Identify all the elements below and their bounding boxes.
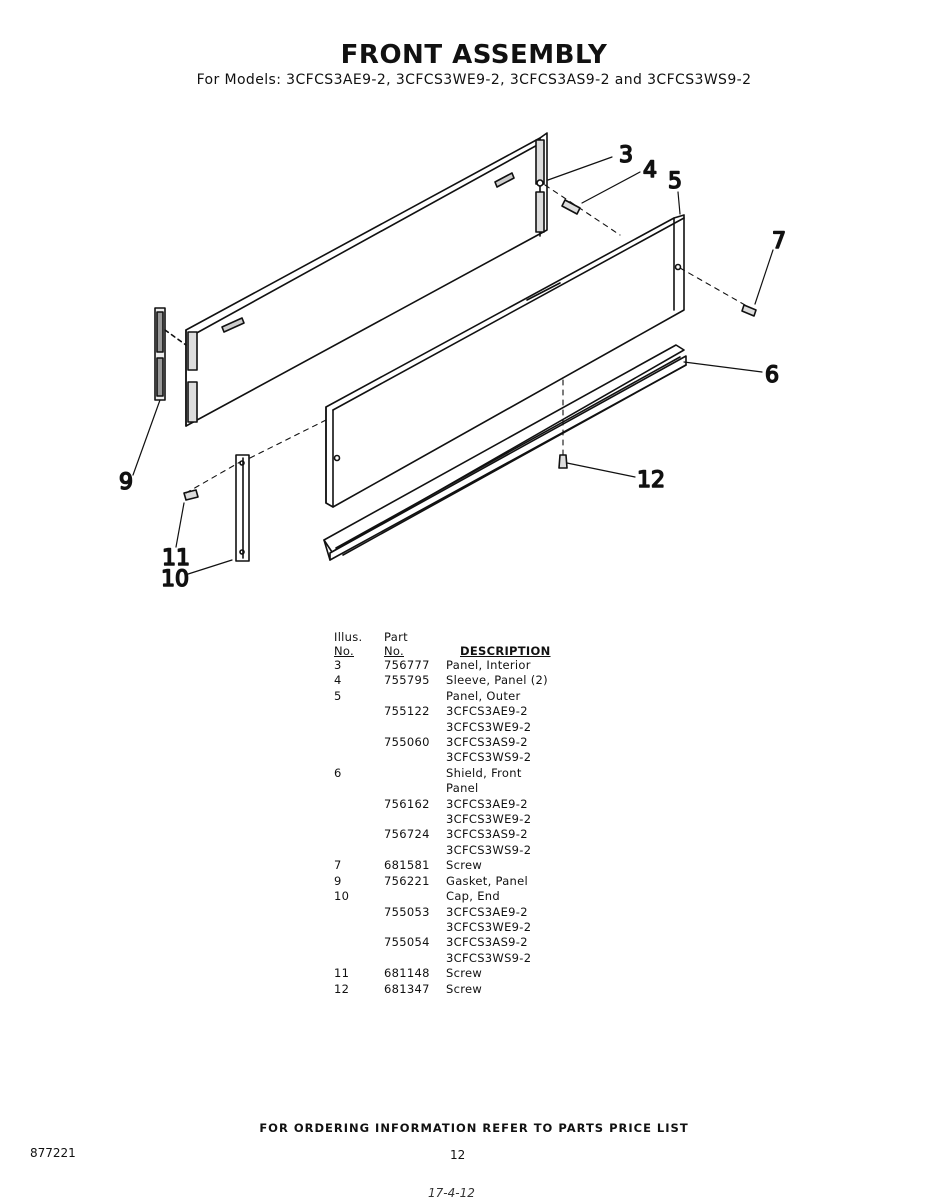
ordering-note: FOR ORDERING INFORMATION REFER TO PARTS PRICE LIST [259,1121,689,1135]
illus-number-cell [328,951,384,966]
illus-number-cell [328,720,384,735]
table-row [328,843,610,858]
table-row [328,781,610,796]
part-header-line1: Part [384,630,408,644]
part-number-cell [384,843,446,858]
part-number-cell: 756724 [384,827,430,842]
illus-number-cell: 6 [334,765,342,780]
illus-number-cell [328,704,384,719]
part-number-cell [384,750,446,765]
callout-3: 3 [619,143,633,168]
callout-7: 7 [772,229,786,254]
part-number-cell: 756221 [384,873,430,888]
screw-7 [742,305,756,316]
description-cell: 3CFCS3WE9-2 [446,812,532,827]
screw-12 [559,455,567,468]
part-number-cell [384,920,446,935]
illus-number-cell: 7 [334,858,342,873]
part-number-cell: 681148 [384,966,430,981]
illus-number-cell [328,827,384,842]
illus-number-cell: 12 [334,981,350,996]
illus-number-cell [328,905,384,920]
table-row [328,889,610,904]
description-cell: 3CFCS3AE9-2 [446,796,528,811]
parts-table [328,630,610,997]
table-row [328,766,610,781]
description-cell: 3CFCS3AS9-2 [446,827,528,842]
description-cell: 3CFCS3AE9-2 [446,904,528,919]
table-row [328,982,610,997]
part-number-cell [384,781,446,796]
illus-number-cell: 10 [334,889,350,904]
description-cell: 3CFCS3WE9-2 [446,919,532,934]
part-number-cell: 756162 [384,796,430,811]
table-row [328,735,610,750]
callout-11: 11 [162,546,190,571]
screw-11 [184,490,198,500]
illus-number-cell [328,843,384,858]
illus-number-cell: 4 [334,673,342,688]
illus-number-cell: 3 [334,658,342,672]
description-cell: Screw [446,966,483,981]
callout-10: 10 [161,567,189,592]
description-cell: Screw [446,858,483,873]
table-row [328,827,610,842]
table-row [328,966,610,981]
description-cell: Cap, End [446,889,500,904]
description-cell: Panel, Interior [446,658,531,672]
description-cell: 3CFCS3AS9-2 [446,935,528,950]
document-number: 877221 [30,1146,76,1160]
description-header: DESCRIPTION [460,644,551,658]
description-cell: 3CFCS3AS9-2 [446,735,528,750]
illus-number-cell [328,935,384,950]
part-number-cell: 681347 [384,981,430,996]
table-row [328,797,610,812]
part-number-cell: 755054 [384,935,430,950]
illus-number-cell: 9 [334,873,342,888]
description-cell: 3CFCS3WS9-2 [446,842,532,857]
description-cell: 3CFCS3WE9-2 [446,719,532,734]
table-row [328,812,610,827]
description-cell: Screw [446,981,483,996]
table-row [328,935,610,950]
part-number-cell: 756777 [384,658,430,672]
part-number-cell: 755122 [384,704,430,719]
part-number-cell [384,812,446,827]
page-number: 12 [450,1148,466,1162]
description-cell: 3CFCS3AE9-2 [446,704,528,719]
callout-9: 9 [119,470,133,495]
description-cell: Panel, Outer [446,688,521,703]
illus-header-line1: Illus. [334,630,363,644]
callout-4: 4 [643,158,657,183]
table-row [328,689,610,704]
part-number-cell: 755053 [384,904,430,919]
table-row [328,905,610,920]
illus-number-cell: 11 [334,966,350,981]
part-number-cell: 755795 [384,673,430,688]
description-cell: Shield, Front [446,765,522,780]
description-cell: Panel [446,781,479,796]
table-row [328,951,610,966]
part-number-cell: 755060 [384,735,430,750]
end-cap [236,455,249,561]
illus-number-cell: 5 [334,688,342,703]
part-number-cell: 681581 [384,858,430,873]
illus-number-cell [328,750,384,765]
callout-5: 5 [668,169,682,194]
table-row [328,704,610,719]
part-number-cell [384,951,446,966]
table-row [328,750,610,765]
date-stamp: 17-4-12 [428,1186,475,1200]
exploded-assembly-diagram [0,100,948,600]
page-title: FRONT ASSEMBLY [340,40,608,70]
table-row [328,658,610,673]
illus-number-cell [328,781,384,796]
table-row [328,874,610,889]
table-row [328,858,610,873]
callout-12: 12 [637,468,665,493]
illus-number-cell [328,920,384,935]
panel-gasket [155,308,186,400]
illus-header-line2: No. [334,644,354,658]
table-row [328,920,610,935]
parts-table-body [328,658,610,997]
description-cell: 3CFCS3WS9-2 [446,950,532,965]
part-header-line2: No. [384,644,404,658]
illus-number-cell [328,797,384,812]
part-number-cell [384,766,446,781]
table-row [328,720,610,735]
part-number-cell [384,689,446,704]
description-cell: Gasket, Panel [446,873,529,888]
part-number-cell [384,720,446,735]
model-list: For Models: 3CFCS3AE9-2, 3CFCS3WE9-2, 3CFCS3AS9-2 and 3CFCS3WS9-2 [196,72,752,88]
illus-number-cell [328,735,384,750]
table-row [328,673,610,688]
description-cell: Sleeve, Panel (2) [446,673,548,688]
description-cell: 3CFCS3WS9-2 [446,750,532,765]
part-number-cell [384,889,446,904]
callout-6: 6 [765,363,779,388]
illus-number-cell [328,812,384,827]
